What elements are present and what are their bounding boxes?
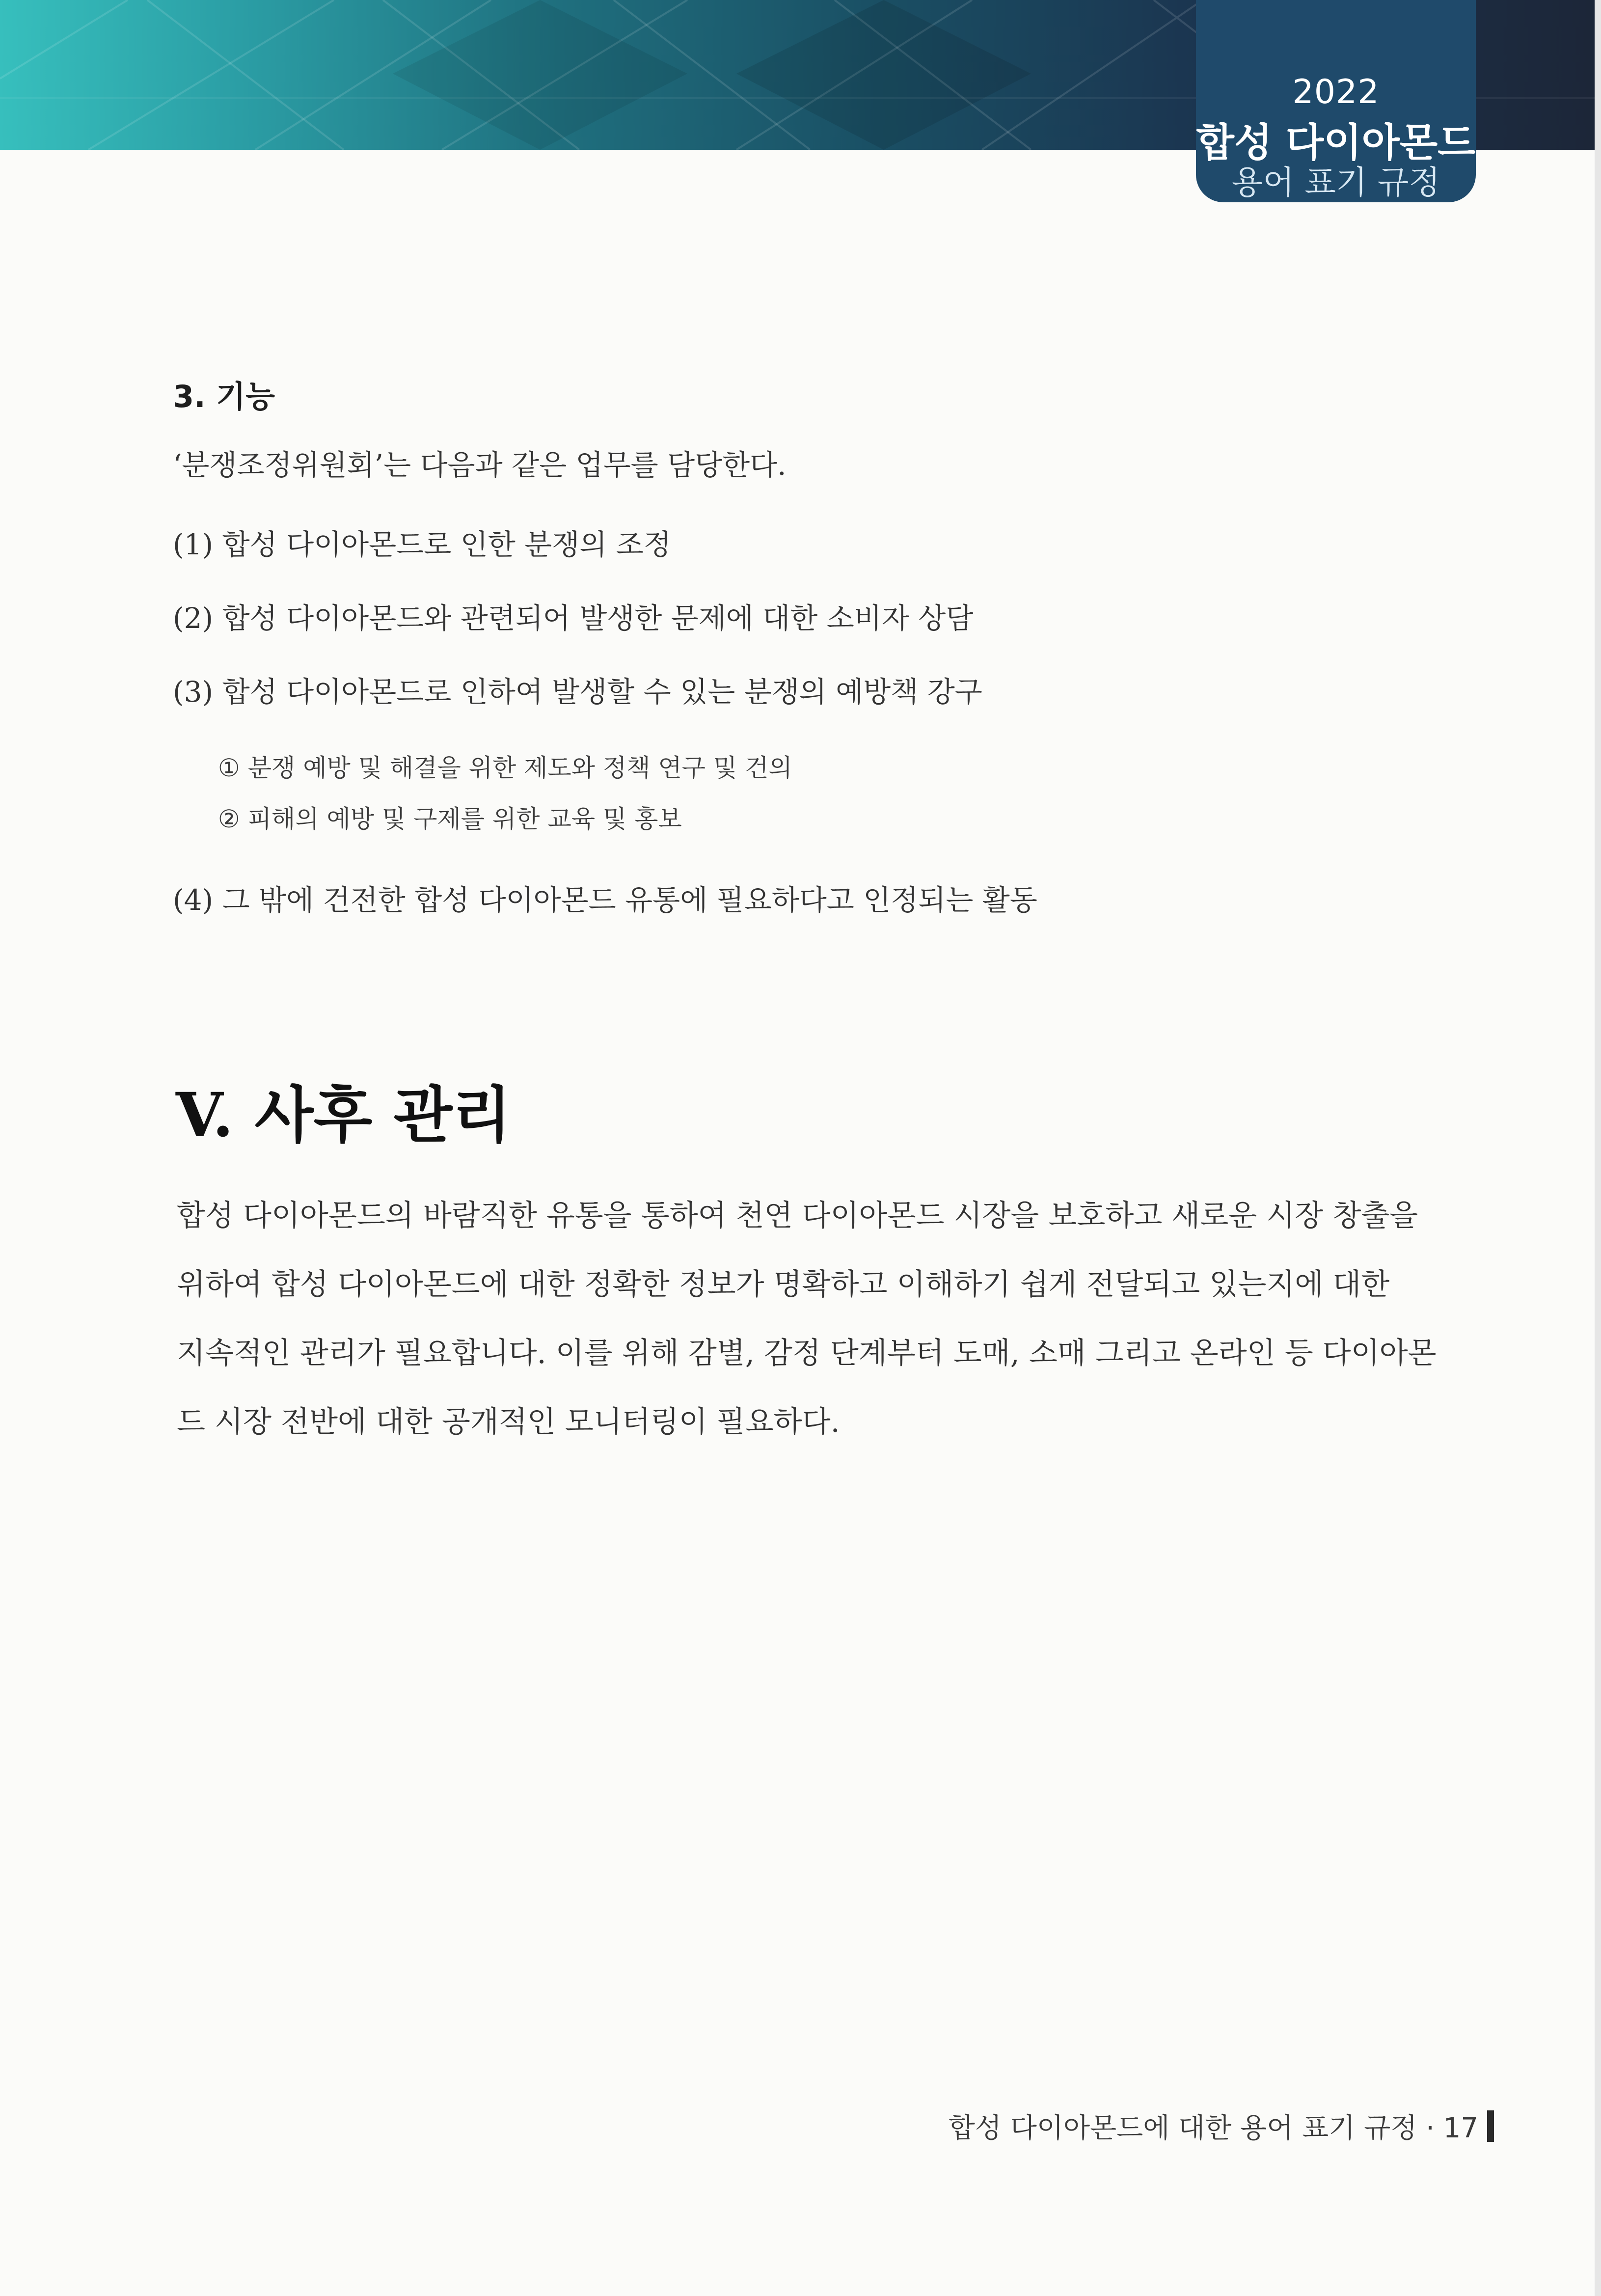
section-heading: 3. 기능	[173, 379, 275, 414]
footer-text: 합성 다이아몬드에 대한 용어 표기 규정 · 17	[948, 2112, 1478, 2144]
page-edge	[1595, 0, 1601, 2296]
list-item-2: (2) 합성 다이아몬드와 관련되어 발생한 문제에 대한 소비자 상담	[173, 601, 974, 635]
page-marker-bar	[1487, 2110, 1494, 2142]
list-item-1: (1) 합성 다이아몬드로 인한 분쟁의 조정	[173, 528, 671, 561]
list-item-3: (3) 합성 다이아몬드로 인하여 발생할 수 있는 분쟁의 예방책 강구	[173, 675, 982, 709]
page-footer	[949, 2106, 1494, 2146]
sub-item-2: ② 피해의 예방 및 구제를 위한 교육 및 홍보	[218, 805, 682, 833]
badge-subtitle: 용어 표기 규정	[1231, 164, 1440, 201]
paragraph-line: 드 시장 전반에 대한 공개적인 모니터링이 필요하다.	[177, 1405, 840, 1439]
badge-year: 2022	[1292, 73, 1380, 111]
paragraph-line: 지속적인 관리가 필요합니다. 이를 위해 감별, 감정 단계부터 도매, 소매 그리고 온라인 등 다이아몬	[177, 1336, 1437, 1370]
list-item-4: (4) 그 밖에 건전한 합성 다이아몬드 유통에 필요하다고 인정되는 활동	[173, 883, 1037, 917]
badge-title: 합성 다이아몬드	[1196, 120, 1476, 165]
header-badge	[1196, 0, 1476, 202]
paragraph-line: 합성 다이아몬드의 바람직한 유통을 통하여 천연 다이아몬드 시장을 보호하고 새로운 시장 창출을	[177, 1199, 1418, 1233]
section-intro: ‘분쟁조정위원회’는 다음과 같은 업무를 담당한다.	[173, 448, 787, 482]
chapter-paragraph	[177, 1181, 1437, 1456]
paragraph-line: 위하여 합성 다이아몬드에 대한 정확한 정보가 명확하고 이해하기 쉽게 전달되고 있는지에 대한	[177, 1267, 1390, 1302]
sub-item-1: ① 분쟁 예방 및 해결을 위한 제도와 정책 연구 및 건의	[218, 754, 792, 782]
chapter-title: V. 사후 관리	[176, 1080, 512, 1151]
